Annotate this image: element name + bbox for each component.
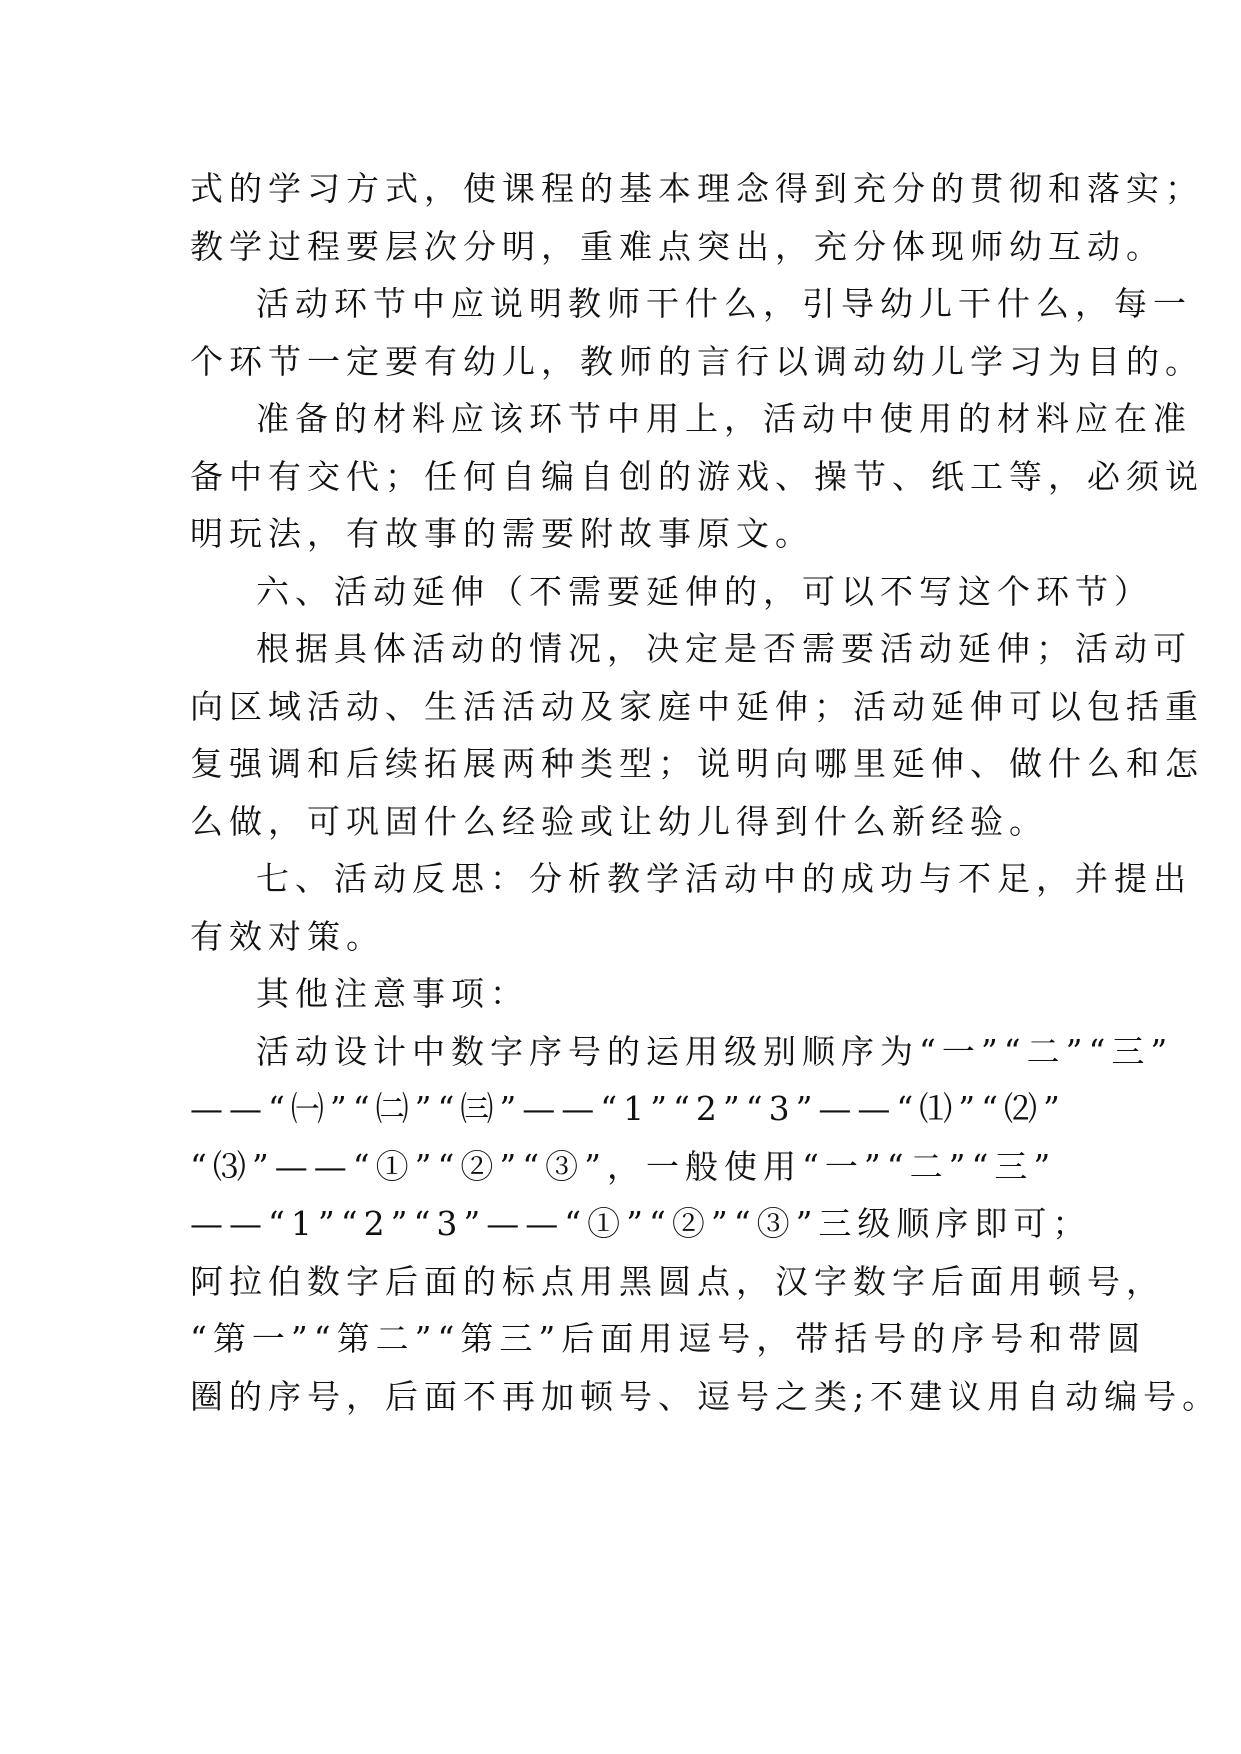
text-line: 有效对策。 xyxy=(190,916,385,956)
text-line: 教学过程要层次分明，重难点突出，充分体现师幼互动。 xyxy=(190,226,1165,266)
text-line: 复强调和后续拓展两种类型；说明向哪里延伸、做什么和怎 xyxy=(190,744,1204,783)
text-line: 六、活动延伸（不需要延伸的，可以不写这个环节） xyxy=(256,571,1153,611)
paragraph-numbering-rules xyxy=(190,1023,1222,1426)
text-line: 向区域活动、生活活动及家庭中延伸；活动延伸可以包括重 xyxy=(190,686,1204,726)
paragraph-extension-details xyxy=(190,620,1204,850)
text-line: 阿拉伯数字后面的标点用黑圆点，汉字数字后面用顿号， xyxy=(190,1261,1165,1301)
text-line: 其他注意事项： xyxy=(256,974,529,1013)
text-line: 备中有交代；任何自编自创的游戏、操节、纸工等，必须说 xyxy=(190,456,1204,496)
paragraph-activity-reflection xyxy=(190,850,1192,965)
text-line: “第一”“第二”“第三”后面用逗号，带括号的序号和带圆 xyxy=(190,1319,1147,1358)
text-line: ——“1”“2”“3”——“①”“②”“③”三级顺序即可； xyxy=(190,1204,1092,1243)
text-line: 圈的序号，后面不再加顿号、逗号之类;不建议用自动编号。 xyxy=(190,1376,1222,1416)
text-line: “⑶”——“①”“②”“③”，一般使用“一”“二”“三” xyxy=(190,1146,1057,1186)
heading-activity-extension xyxy=(190,563,1153,621)
heading-other-notes xyxy=(190,965,1070,1023)
text-line: 明玩法，有故事的需要附故事原文。 xyxy=(190,514,814,553)
paragraph-materials xyxy=(190,390,1204,563)
text-line: 个环节一定要有幼儿，教师的言行以调动幼儿学习为目的。 xyxy=(190,341,1204,381)
text-line: 根据具体活动的情况，决定是否需要活动延伸；活动可 xyxy=(256,629,1192,668)
text-line: 七、活动反思：分析教学活动中的成功与不足，并提出 xyxy=(256,859,1192,898)
paragraph-activity-steps xyxy=(190,275,1204,390)
paragraph-teaching-process xyxy=(190,160,1204,275)
text-line: 准备的材料应该环节中用上，活动中使用的材料应在准 xyxy=(256,399,1192,438)
text-line: 活动设计中数字序号的运用级别顺序为“一”“二”“三” xyxy=(256,1031,1174,1071)
text-line: 活动环节中应说明教师干什么，引导幼儿干什么，每一 xyxy=(256,284,1192,323)
body-text xyxy=(190,160,1222,1425)
text-line: 式的学习方式，使课程的基本理念得到充分的贯彻和落实； xyxy=(190,169,1204,208)
text-line: 么做，可巩固什么经验或让幼儿得到什么新经验。 xyxy=(190,801,1048,841)
text-line: ——“㈠”“㈡”“㈢”——“1”“2”“3”——“⑴”“⑵” xyxy=(190,1089,1066,1128)
